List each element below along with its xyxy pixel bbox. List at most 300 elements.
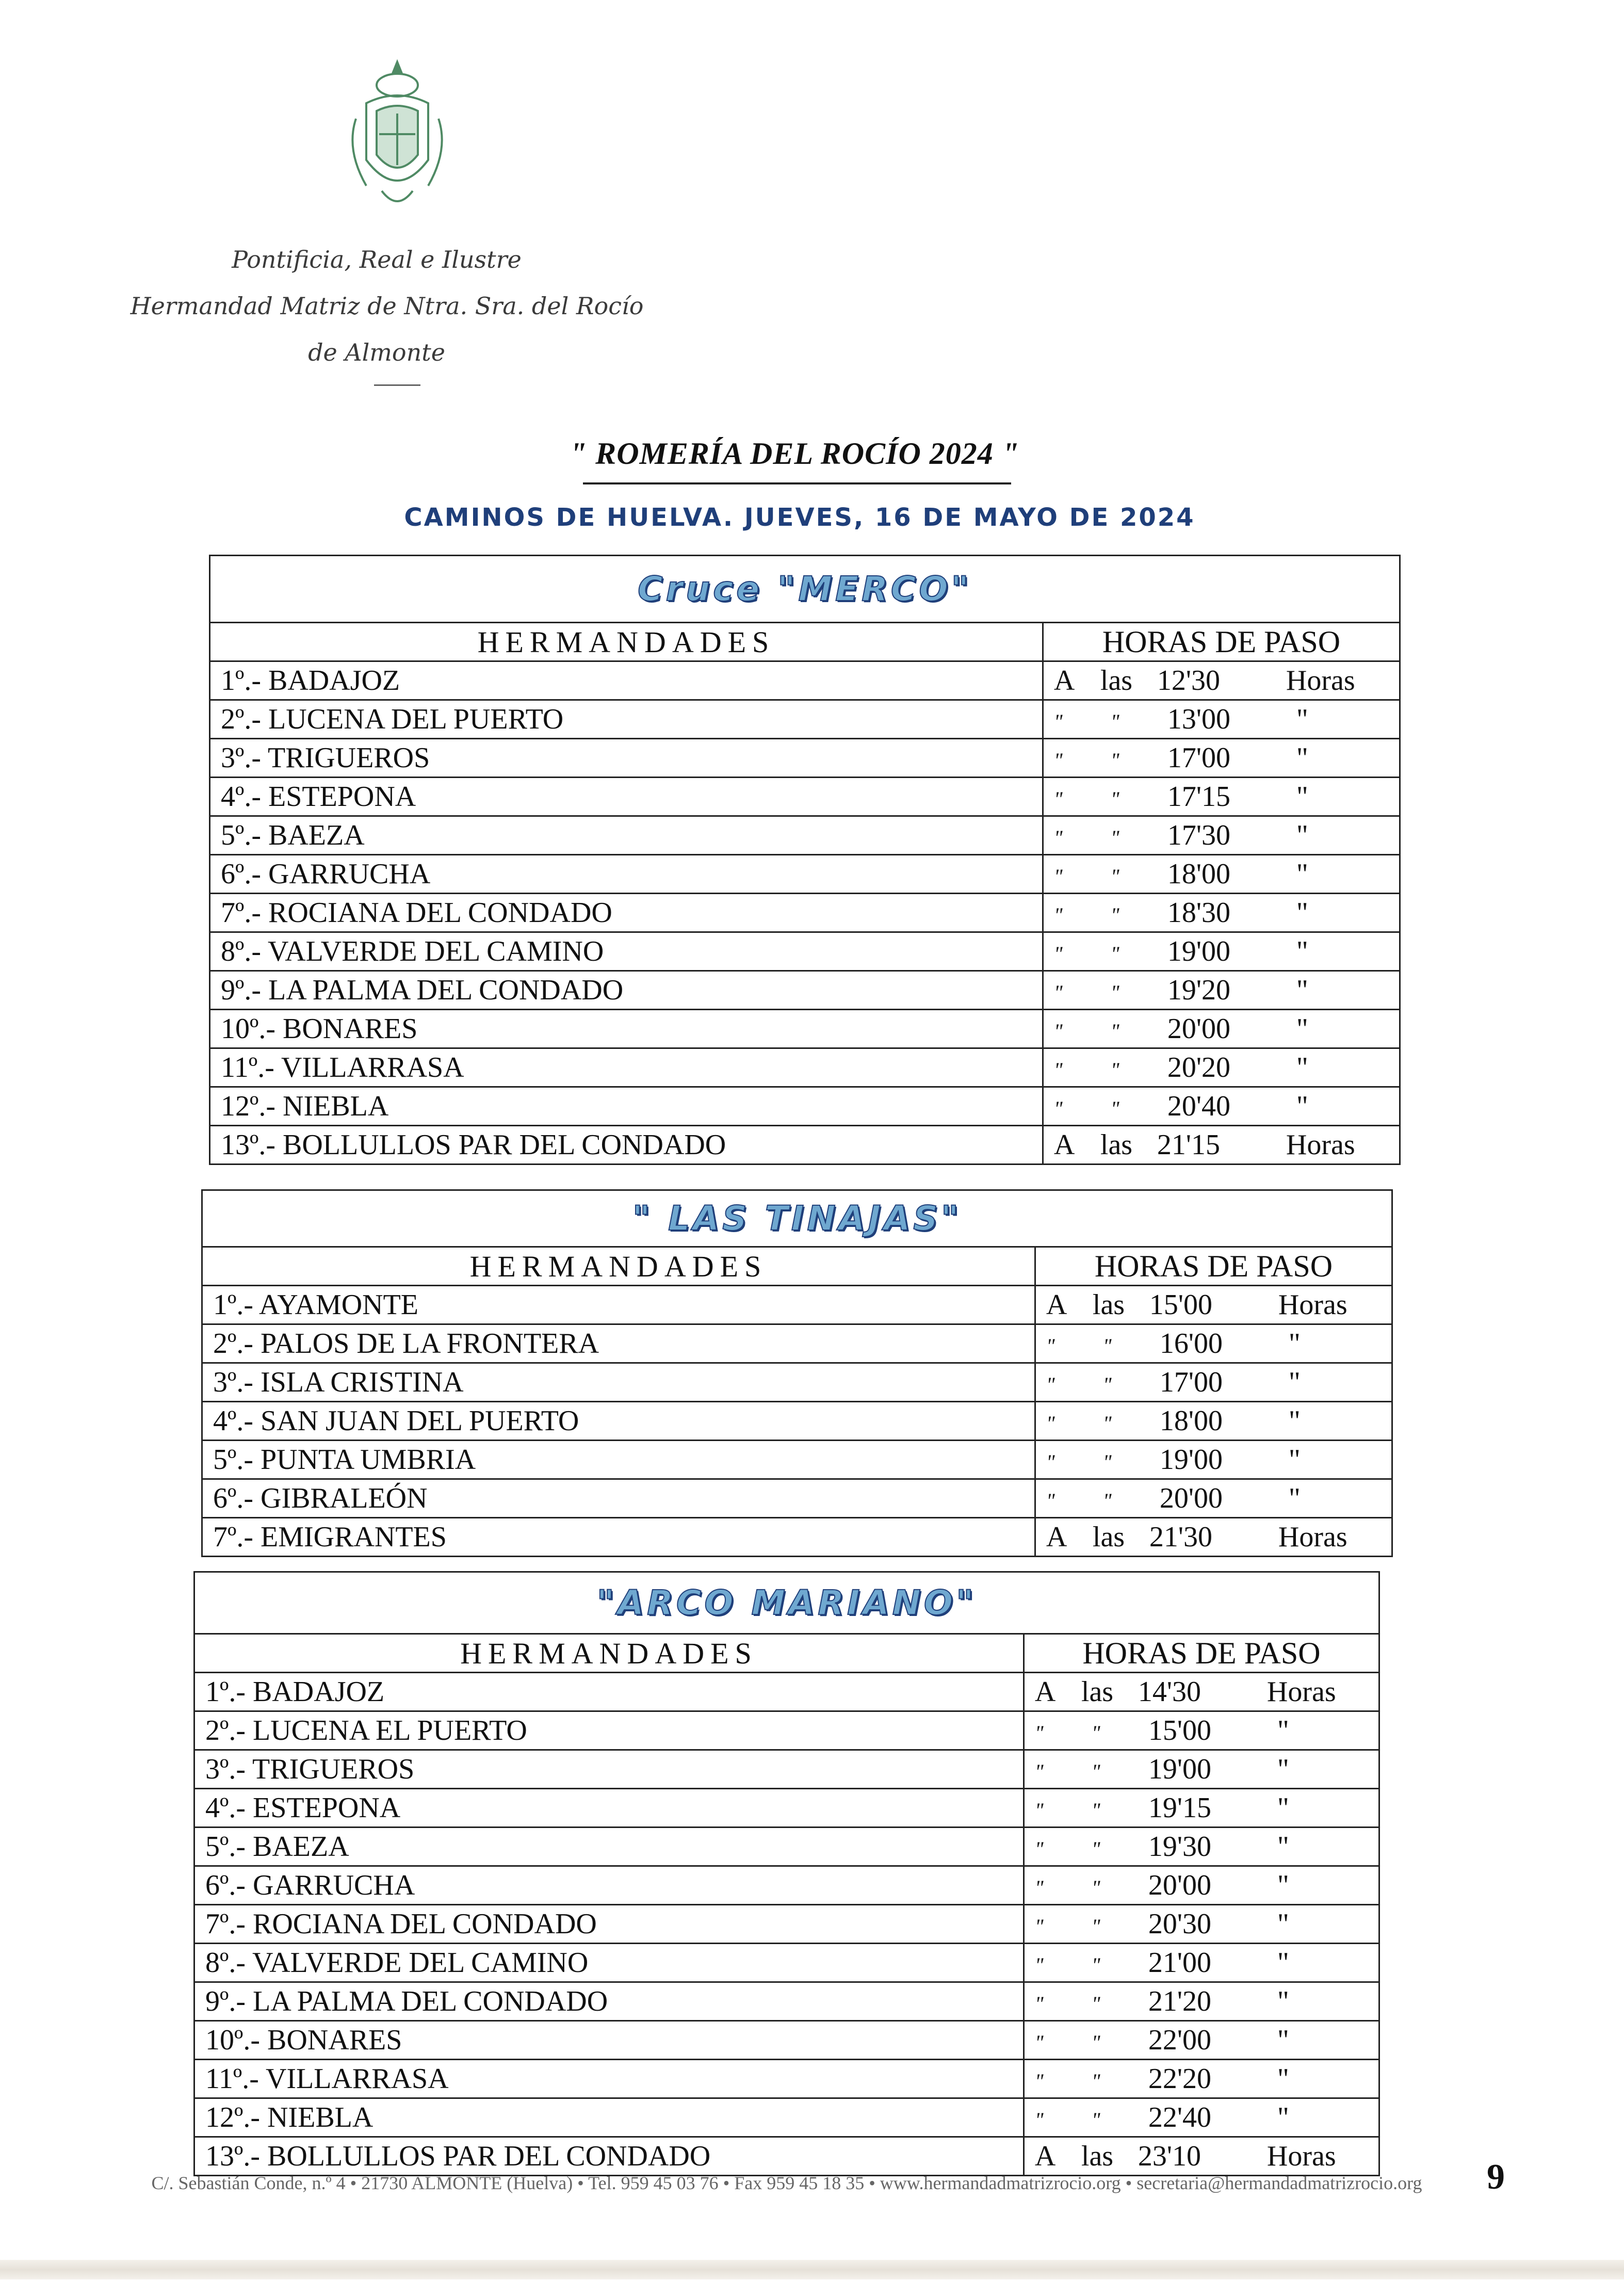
order-number: 9º.- [205,1985,246,2017]
hermandad-name: VILLARRASA [281,1052,464,1084]
time-value: 22'00 [1148,2024,1211,2056]
order-number: 6º.- [221,858,262,890]
hermandad-name: GARRUCHA [253,1869,415,1901]
schedule-table-arco-mariano [193,1633,1380,2176]
time-value: 20'00 [1159,1482,1223,1514]
time-suffix: " [1277,1753,1289,1785]
time-value: 21'30 [1149,1521,1212,1553]
hermandad-name: ESTEPONA [253,1792,401,1824]
time-las: " [1110,903,1119,927]
hermandad-name: ISLA CRISTINA [261,1366,464,1398]
time-las: " [1102,1373,1112,1396]
hermandad-name: LA PALMA DEL CONDADO [268,974,624,1006]
time-suffix: " [1277,1985,1289,2017]
time-value: 16'00 [1159,1328,1223,1360]
hermandad-cell [194,1866,1024,1905]
time-prefix: A [1053,1129,1075,1161]
schedule-table-merco [209,622,1401,1165]
order-number: 7º.- [205,1908,246,1940]
time-cell [1043,1087,1400,1126]
section-title-las-tinajas: " LAS TINAJAS" [201,1189,1393,1246]
time-cell [1024,1673,1379,1711]
hermandad-name: NIEBLA [267,2101,373,2133]
time-las: " [1091,1876,1100,1899]
hermandad-cell [210,971,1043,1010]
hermandad-cell [210,1048,1043,1087]
time-cell [1024,2021,1379,2060]
order-number: 11º.- [221,1052,274,1084]
time-prefix: A [1046,1289,1067,1321]
table-row [194,1828,1379,1866]
time-cell [1035,1518,1392,1557]
order-number: 2º.- [205,1715,246,1747]
time-value: 18'00 [1167,858,1230,890]
time-las: " [1102,1412,1112,1435]
time-suffix: " [1277,1869,1289,1901]
hermandad-name: LUCENA EL PUERTO [253,1715,527,1747]
hermandad-name: PUNTA UMBRIA [261,1444,476,1476]
time-suffix: Horas [1266,1676,1336,1708]
time-las: " [1110,942,1119,965]
time-prefix: " [1053,1058,1063,1081]
hermandad-cell [210,855,1043,894]
hermandad-cell [194,2137,1024,2176]
hermandad-cell [194,1711,1024,1750]
hermandad-name: BOLLULLOS PAR DEL CONDADO [267,2140,711,2172]
footer-contact: C/. Sebastián Conde, n.º 4 • 21730 ALMONTE (Huelva) • Tel. 959 45 03 76 • Fax 959 45 18 35 • www.hermandadmatrizrocio.org • secretaria@hermandadmatrizrocio.org [151,2173,1422,2193]
time-suffix: " [1296,781,1308,813]
time-suffix: " [1277,2101,1289,2133]
time-prefix: A [1046,1521,1067,1553]
table-row [194,1711,1379,1750]
order-number: 3º.- [213,1366,254,1398]
hermandad-cell [210,932,1043,971]
column-header-horas: HORAS DE PASO [1024,1634,1379,1673]
time-las: " [1110,826,1119,849]
time-las: " [1110,1020,1119,1043]
time-cell [1024,2098,1379,2137]
time-prefix: " [1034,1915,1044,1938]
time-value: 17'15 [1167,781,1230,813]
time-las: las [1092,1289,1125,1321]
order-number: 3º.- [205,1753,246,1785]
brotherhood-line-1: Pontificia, Real e Ilustre [232,246,522,273]
time-cell [1024,2137,1379,2176]
time-suffix: " [1288,1328,1301,1360]
time-las: " [1110,749,1119,772]
hermandad-name: ROCIANA DEL CONDADO [268,897,612,929]
order-number: 13º.- [205,2140,261,2172]
time-prefix: " [1034,2031,1044,2054]
hermandad-name: ROCIANA DEL CONDADO [253,1908,597,1940]
hermandad-cell [210,1126,1043,1165]
order-number: 8º.- [221,935,262,967]
table-row [194,1944,1379,1982]
table-row [202,1324,1392,1363]
table-row [194,2098,1379,2137]
time-suffix: " [1296,858,1308,890]
brotherhood-line-3: de Almonte [308,338,445,366]
order-number: 10º.- [221,1013,276,1045]
time-value: 19'00 [1148,1753,1211,1785]
time-value: 22'20 [1148,2063,1211,2095]
time-prefix: " [1046,1334,1055,1357]
time-value: 20'40 [1167,1090,1230,1122]
time-cell [1024,1711,1379,1750]
hermandad-cell [202,1324,1035,1363]
time-prefix: " [1046,1450,1055,1474]
time-prefix: " [1053,981,1063,1004]
hermandad-cell [194,2021,1024,2060]
hermandad-cell [194,1905,1024,1944]
table-row [194,2021,1379,2060]
order-number: 6º.- [213,1482,254,1514]
hermandad-name: BONARES [283,1013,418,1045]
table-row [210,739,1400,778]
table-row [210,778,1400,816]
time-cell [1024,1982,1379,2021]
table-row [210,1010,1400,1048]
time-cell [1024,1789,1379,1828]
hermandad-cell [194,2060,1024,2098]
hermandad-name: BONARES [267,2024,402,2056]
time-las: " [1091,2108,1100,2131]
time-value: 17'00 [1167,742,1230,774]
time-cell [1035,1402,1392,1441]
time-cell [1035,1286,1392,1324]
time-las: " [1110,710,1119,733]
time-cell [1024,2060,1379,2098]
section-title-arco-mariano: "ARCO MARIANO" [193,1571,1380,1633]
header-divider [374,384,420,386]
time-suffix: " [1296,974,1308,1006]
hermandad-name: BADAJOZ [253,1676,385,1708]
order-number: 4º.- [213,1405,254,1437]
time-value: 21'15 [1157,1129,1220,1161]
order-number: 5º.- [221,819,262,851]
time-cell [1043,894,1400,932]
time-las: las [1092,1521,1125,1553]
time-las: " [1091,1953,1100,1977]
table-row [194,1673,1379,1711]
time-value: 20'00 [1167,1013,1230,1045]
time-suffix: Horas [1278,1521,1347,1553]
time-value: 12'30 [1157,665,1220,697]
table-header-row [210,623,1400,661]
time-las: " [1091,1721,1100,1744]
time-suffix: " [1288,1482,1301,1514]
time-suffix: " [1296,1090,1308,1122]
table-row [210,971,1400,1010]
time-cell [1043,932,1400,971]
hermandad-cell [202,1402,1035,1441]
order-number: 8º.- [205,1947,246,1979]
time-value: 20'20 [1167,1052,1230,1084]
hermandad-name: TRIGUEROS [252,1753,415,1785]
time-prefix: " [1034,1760,1044,1783]
hermandad-cell [210,1087,1043,1126]
order-number: 2º.- [221,703,262,735]
time-las: " [1102,1489,1112,1512]
time-las: las [1081,2140,1114,2172]
time-prefix: " [1053,826,1063,849]
time-prefix: " [1034,2069,1044,2093]
time-cell [1024,1905,1379,1944]
table-row [210,855,1400,894]
hermandad-name: VALVERDE DEL CAMINO [252,1947,589,1979]
order-number: 5º.- [213,1444,254,1476]
order-number: 3º.- [221,742,262,774]
hermandad-name: BAEZA [268,819,365,851]
time-las: las [1081,1676,1114,1708]
order-number: 12º.- [221,1090,276,1122]
order-number: 6º.- [205,1869,246,1901]
table-header-row [202,1247,1392,1286]
section-title-merco: Cruce "MERCO" [209,555,1401,622]
time-las: las [1100,665,1133,697]
time-suffix: " [1288,1405,1301,1437]
hermandad-cell [210,661,1043,700]
column-header-hermandades: HERMANDADES [210,623,1043,661]
time-suffix: " [1277,1908,1289,1940]
order-number: 13º.- [221,1129,276,1161]
time-value: 21'20 [1148,1985,1211,2017]
time-prefix: " [1053,865,1063,888]
time-suffix: " [1277,2024,1289,2056]
time-prefix: " [1053,1097,1063,1120]
time-value: 19'30 [1148,1831,1211,1863]
column-header-hermandades: HERMANDADES [194,1634,1024,1673]
time-las: " [1110,1058,1119,1081]
table-row [202,1286,1392,1324]
title-underline [583,482,1011,484]
time-value: 15'00 [1149,1289,1212,1321]
time-cell [1043,816,1400,855]
time-value: 18'30 [1167,897,1230,929]
order-number: 1º.- [213,1289,254,1321]
time-suffix: " [1296,819,1308,851]
table-row [202,1402,1392,1441]
time-prefix: " [1034,2108,1044,2131]
hermandad-cell [210,1010,1043,1048]
time-value: 22'40 [1148,2101,1211,2133]
hermandad-cell [210,739,1043,778]
hermandad-name: GARRUCHA [268,858,431,890]
hermandad-cell [194,1828,1024,1866]
table-row [202,1479,1392,1518]
time-value: 17'00 [1159,1366,1223,1398]
time-cell [1035,1441,1392,1479]
time-las: " [1110,787,1119,811]
order-number: 10º.- [205,2024,261,2056]
time-cell [1043,778,1400,816]
time-las: las [1100,1129,1133,1161]
time-value: 14'30 [1138,1676,1201,1708]
time-suffix: " [1277,1792,1289,1824]
column-header-horas: HORAS DE PASO [1043,623,1400,661]
hermandad-cell [202,1518,1035,1557]
table-header-row [194,1634,1379,1673]
time-suffix: " [1288,1366,1301,1398]
time-las: " [1091,1915,1100,1938]
time-suffix: " [1296,1013,1308,1045]
time-value: 23'10 [1138,2140,1201,2172]
order-number: 2º.- [213,1328,254,1360]
time-prefix: " [1053,903,1063,927]
time-suffix: Horas [1278,1289,1347,1321]
order-number: 12º.- [205,2101,261,2133]
hermandad-name: EMIGRANTES [261,1521,447,1553]
column-header-horas: HORAS DE PASO [1035,1247,1392,1286]
table-row [210,1048,1400,1087]
time-cell [1035,1324,1392,1363]
hermandad-cell [194,1789,1024,1828]
table-row [194,1905,1379,1944]
time-value: 19'00 [1159,1444,1223,1476]
time-prefix: A [1053,665,1075,697]
hermandad-cell [202,1363,1035,1402]
time-prefix: " [1046,1489,1055,1512]
time-suffix: " [1277,1947,1289,1979]
time-value: 15'00 [1148,1715,1211,1747]
order-number: 7º.- [213,1521,254,1553]
time-cell [1024,1750,1379,1789]
time-las: " [1091,1760,1100,1783]
time-prefix: " [1034,1799,1044,1822]
time-prefix: " [1046,1373,1055,1396]
order-number: 7º.- [221,897,262,929]
hermandad-cell [210,894,1043,932]
time-suffix: " [1288,1444,1301,1476]
time-las: " [1091,2031,1100,2054]
time-prefix: " [1053,1020,1063,1043]
time-cell [1043,739,1400,778]
page-number: 9 [1487,2157,1505,2197]
hermandad-name: AYAMONTE [258,1289,419,1321]
page-subtitle: CAMINOS DE HUELVA. JUEVES, 16 DE MAYO DE 2024 [404,503,1195,532]
time-prefix: " [1034,1953,1044,1977]
hermandad-name: GIBRALEÓN [261,1482,428,1514]
order-number: 4º.- [221,781,262,813]
time-las: " [1110,981,1119,1004]
time-las: " [1091,1799,1100,1822]
time-las: " [1102,1334,1112,1357]
table-row [210,894,1400,932]
time-value: 18'00 [1159,1405,1223,1437]
table-row [194,1982,1379,2021]
crest-emblem [335,57,459,222]
time-suffix: Horas [1286,1129,1355,1161]
time-prefix: " [1053,749,1063,772]
hermandad-name: BADAJOZ [268,665,400,697]
hermandad-name: SAN JUAN DEL PUERTO [261,1405,579,1437]
hermandad-cell [210,778,1043,816]
table-row [194,1866,1379,1905]
time-las: " [1091,2069,1100,2093]
table-row [210,1126,1400,1165]
time-cell [1043,855,1400,894]
time-suffix: " [1296,742,1308,774]
time-value: 21'00 [1148,1947,1211,1979]
time-las: " [1091,1837,1100,1861]
time-value: 19'20 [1167,974,1230,1006]
time-suffix: " [1277,2063,1289,2095]
hermandad-name: VILLARRASA [265,2063,449,2095]
hermandad-cell [202,1286,1035,1324]
time-suffix: " [1277,1715,1289,1747]
time-prefix: " [1053,710,1063,733]
time-suffix: " [1296,935,1308,967]
time-las: " [1110,1097,1119,1120]
table-row [202,1363,1392,1402]
time-cell [1043,661,1400,700]
table-row [202,1441,1392,1479]
order-number: 4º.- [205,1792,246,1824]
time-cell [1024,1866,1379,1905]
time-cell [1035,1479,1392,1518]
time-cell [1035,1363,1392,1402]
time-value: 20'00 [1148,1869,1211,1901]
order-number: 5º.- [205,1831,246,1863]
hermandad-cell [210,816,1043,855]
hermandad-name: BAEZA [253,1831,349,1863]
schedule-table-las-tinajas [201,1246,1393,1557]
time-value: 20'30 [1148,1908,1211,1940]
order-number: 11º.- [205,2063,259,2095]
table-row [194,1789,1379,1828]
order-number: 1º.- [221,665,262,697]
table-row [202,1518,1392,1557]
table-row [194,2060,1379,2098]
column-header-hermandades: HERMANDADES [202,1247,1035,1286]
hermandad-name: LA PALMA DEL CONDADO [253,1985,608,2017]
time-suffix: " [1296,1052,1308,1084]
time-value: 17'30 [1167,819,1230,851]
time-las: " [1091,1992,1100,2015]
time-suffix: " [1296,703,1308,735]
hermandad-cell [194,1673,1024,1711]
time-cell [1043,1048,1400,1087]
hermandad-cell [194,2098,1024,2137]
time-prefix: " [1053,787,1063,811]
hermandad-name: BOLLULLOS PAR DEL CONDADO [283,1129,726,1161]
time-cell [1024,1828,1379,1866]
time-las: " [1102,1450,1112,1474]
table-row [210,932,1400,971]
table-row [210,661,1400,700]
time-prefix: " [1034,1876,1044,1899]
time-suffix: Horas [1266,2140,1336,2172]
time-cell [1043,1010,1400,1048]
hermandad-name: ESTEPONA [268,781,416,813]
time-cell [1043,971,1400,1010]
time-prefix: " [1053,942,1063,965]
time-las: " [1110,865,1119,888]
time-cell [1043,700,1400,739]
time-prefix: " [1034,1721,1044,1744]
scan-edge [0,2260,1624,2279]
time-value: 19'00 [1167,935,1230,967]
hermandad-cell [194,1982,1024,2021]
time-cell [1024,1944,1379,1982]
hermandad-name: TRIGUEROS [268,742,430,774]
time-prefix: " [1034,1992,1044,2015]
hermandad-cell [210,700,1043,739]
time-suffix: " [1296,897,1308,929]
time-cell [1043,1126,1400,1165]
hermandad-name: VALVERDE DEL CAMINO [268,935,604,967]
hermandad-cell [194,1750,1024,1789]
